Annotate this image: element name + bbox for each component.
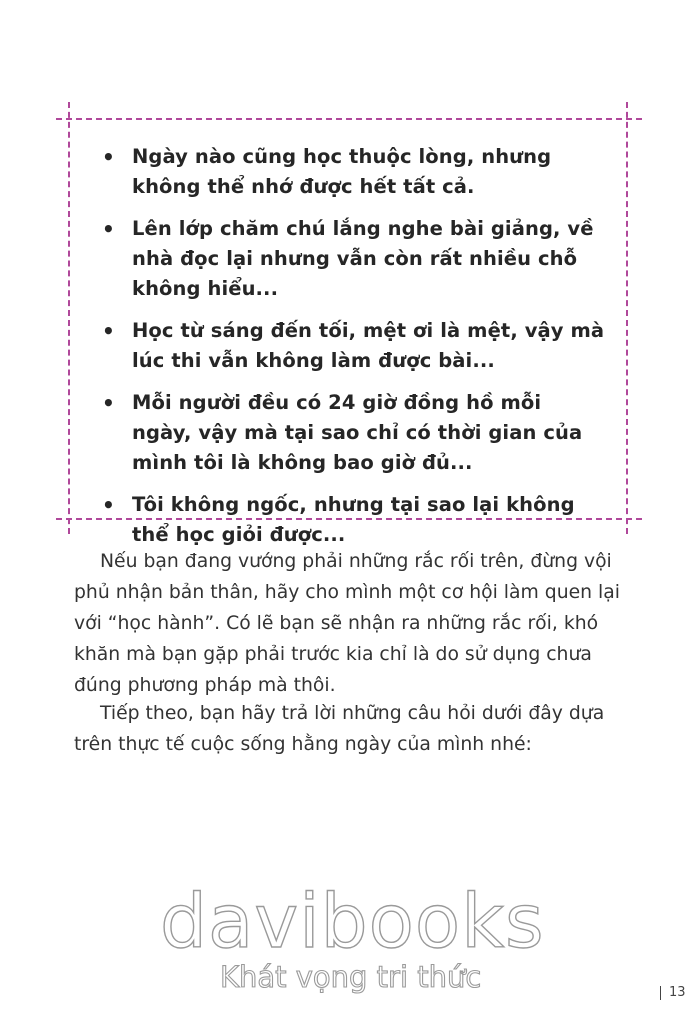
body-paragraph: Nếu bạn đang vướng phải những rắc rối trên, đừng vội phủ nhận bản thân, hãy cho mình một cơ hội làm quen lại với “học hành”. Có lẽ bạn sẽ nhận ra những rắc rối, khó khăn mà bạn gặp phải trước kia chỉ là do sử dụng chưa đúng phương pháp mà thôi. — [74, 551, 620, 696]
bullet-icon: • — [102, 391, 115, 415]
list-item — [96, 388, 606, 478]
problem-list — [96, 142, 606, 562]
list-item-text: Mỗi người đều có 24 giờ đồng hồ mỗi ngày, vậy mà tại sao chỉ có thời gian của mình tôi là không bao giờ đủ... — [132, 391, 583, 474]
list-item — [96, 490, 606, 550]
list-item-text: Ngày nào cũng học thuộc lòng, nhưng không thể nhớ được hết tất cả. — [132, 145, 552, 198]
body-paragraph: Tiếp theo, bạn hãy trả lời những câu hỏi dưới đây dựa trên thực tế cuộc sống hằng ngày của mình nhé: — [74, 703, 605, 755]
bullet-icon: • — [102, 493, 115, 517]
list-item-text: Tôi không ngốc, nhưng tại sao lại không thể học giỏi được... — [132, 493, 575, 546]
watermark-brand: davibooks — [160, 879, 545, 965]
page-number: 13 — [660, 986, 686, 1000]
list-item-text: Học từ sáng đến tối, mệt ơi là mệt, vậy mà lúc thi vẫn không làm được bài... — [132, 319, 605, 372]
frame-right-border — [626, 102, 628, 534]
watermark-logo — [160, 879, 545, 994]
list-item — [96, 316, 606, 376]
bullet-icon: • — [102, 217, 115, 241]
frame-top-border — [56, 118, 642, 120]
list-item — [96, 214, 606, 304]
frame-left-border — [68, 102, 70, 534]
list-item-text: Lên lớp chăm chú lắng nghe bài giảng, về nhà đọc lại nhưng vẫn còn rất nhiều chỗ không hiểu... — [132, 217, 594, 300]
list-item — [96, 142, 606, 202]
watermark-slogan: Khát vọng tri thức — [220, 960, 482, 994]
bullet-icon: • — [102, 319, 115, 343]
bullet-icon: • — [102, 145, 115, 169]
